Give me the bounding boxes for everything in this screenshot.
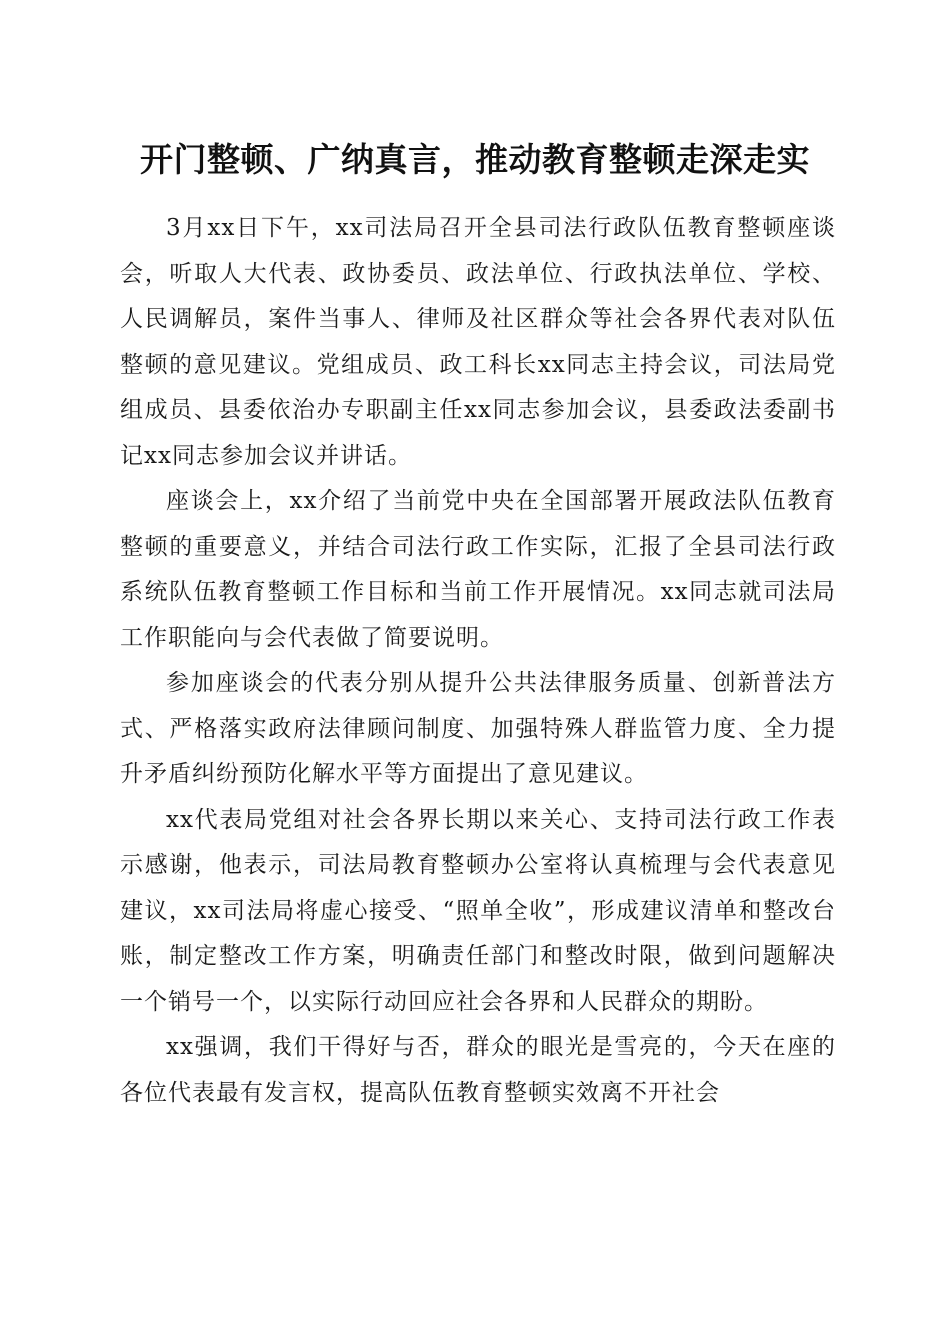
paragraph: 3月xx日下午，xx司法局召开全县司法行政队伍教育整顿座谈会，听取人大代表、政协委员、政法单位、行政执法单位、学校、人民调解员，案件当事人、律师及社区群众等社会各界代表对队伍整顿的意见建议。党组成员、政工科长xx同志主持会议，司法局党组成员、县委依治办专职副主任xx同志参加会议，县委政法委副书记xx同志参加会议并讲话。 [120, 215, 836, 469]
paragraph: 座谈会上，xx介绍了当前党中央在全国部署开展政法队伍教育整顿的重要意义，并结合司法行政工作实际，汇报了全县司法行政系统队伍教育整顿工作目标和当前工作开展情况。xx同志就司法局工作职能向与会代表做了简要说明。 [120, 488, 836, 651]
document-body [120, 206, 836, 1116]
paragraph: 参加座谈会的代表分别从提升公共法律服务质量、创新普法方式、严格落实政府法律顾问制度、加强特殊人群监管力度、全力提升矛盾纠纷预防化解水平等方面提出了意见建议。 [120, 670, 836, 787]
paragraph: xx代表局党组对社会各界长期以来关心、支持司法行政工作表示感谢，他表示，司法局教育整顿办公室将认真梳理与会代表意见建议，xx司法局将虚心接受、“照单全收”，形成建议清单和整改台账，制定整改工作方案，明确责任部门和整改时限，做到问题解决一个销号一个，以实际行动回应社会各界和人民群众的期盼。 [120, 806, 836, 1015]
document-title: 开门整顿、广纳真言，推动教育整顿走深走实 [140, 140, 810, 179]
paragraph: xx强调，我们干得好与否，群众的眼光是雪亮的，今天在座的各位代表最有发言权，提高队伍教育整顿实效离不开社会 [120, 1034, 836, 1106]
